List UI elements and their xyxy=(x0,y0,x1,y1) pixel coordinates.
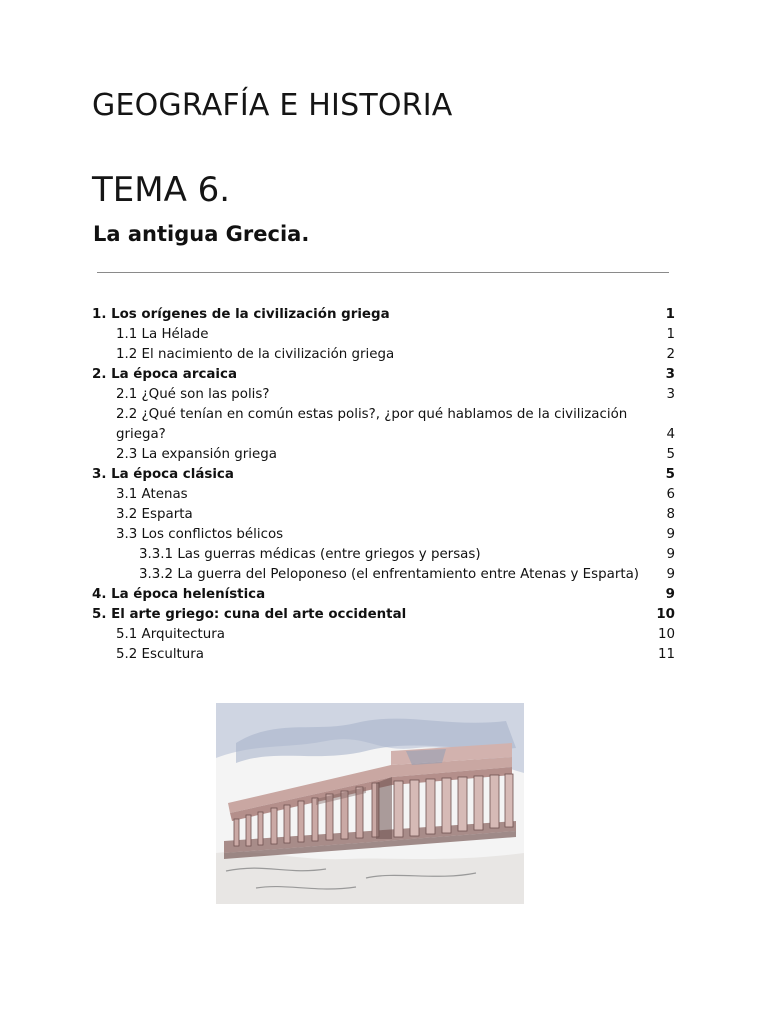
toc-entry-page: 2 xyxy=(666,347,675,362)
toc-entry xyxy=(92,585,675,605)
toc-entry xyxy=(92,405,675,445)
toc-entry-title: 1.1 La Hélade xyxy=(116,327,209,342)
toc-entry-page: 1 xyxy=(666,327,675,342)
toc-entry-page: 10 xyxy=(656,607,675,622)
toc-entry xyxy=(92,605,675,625)
toc-entry xyxy=(92,305,675,325)
toc-entry-title: 3. La época clásica xyxy=(92,467,234,482)
toc-entry-title: 1.2 El nacimiento de la civilización griega xyxy=(116,347,395,362)
toc-entry-page: 5 xyxy=(666,447,675,462)
toc-entry-title: 2.3 La expansión griega xyxy=(116,447,277,462)
toc-entry xyxy=(92,565,675,585)
toc-entry xyxy=(92,485,675,505)
toc-entry xyxy=(92,325,675,345)
toc-entry-title: 4. La época helenística xyxy=(92,587,266,602)
document-subject: GEOGRAFÍA E HISTORIA xyxy=(92,88,453,123)
toc-entry xyxy=(92,465,675,485)
toc-entry xyxy=(92,345,675,365)
toc-entry-title: 5.1 Arquitectura xyxy=(116,627,225,642)
unit-number: TEMA 6. xyxy=(92,170,231,210)
toc-entry-title: 3.3 Los conflictos bélicos xyxy=(116,527,284,542)
toc-entry-title: 2.2 ¿Qué tenían en común estas polis?, ¿por qué hablamos de la civilización griega? xyxy=(116,407,628,442)
toc-entry xyxy=(92,445,675,465)
toc-entry-page: 9 xyxy=(666,567,675,582)
table-of-contents xyxy=(92,305,675,665)
toc-entry-title: 3.2 Esparta xyxy=(116,507,193,522)
toc-entry xyxy=(92,525,675,545)
toc-entry xyxy=(92,625,675,645)
parthenon-illustration xyxy=(216,703,524,904)
toc-entry-title: 5. El arte griego: cuna del arte occidental xyxy=(92,607,407,622)
toc-entry-page: 11 xyxy=(657,647,675,662)
unit-title: La antigua Grecia. xyxy=(93,222,310,246)
toc-entry xyxy=(92,385,675,405)
toc-entry-page: 3 xyxy=(666,387,675,402)
toc-entry xyxy=(92,645,675,665)
toc-entry-title: 3.3.2 La guerra del Peloponeso (el enfrentamiento entre Atenas y Esparta) xyxy=(139,567,640,582)
toc-entry xyxy=(92,545,675,565)
toc-entry-page: 6 xyxy=(666,487,675,502)
toc-entry-page: 1 xyxy=(665,307,675,322)
toc-entry-title: 1. Los orígenes de la civilización griega xyxy=(92,307,390,322)
toc-entry-title: 2. La época arcaica xyxy=(92,367,237,382)
toc-entry-page: 10 xyxy=(657,627,675,642)
toc-entry xyxy=(92,365,675,385)
toc-entry-title: 3.3.1 Las guerras médicas (entre griegos y persas) xyxy=(139,547,481,562)
toc-entry-page: 9 xyxy=(666,547,675,562)
toc-entry-page: 9 xyxy=(666,527,675,542)
toc-entry-title: 5.2 Escultura xyxy=(116,647,205,662)
toc-entry-page: 3 xyxy=(665,367,675,382)
horizontal-divider xyxy=(97,272,669,273)
toc-entry-page: 4 xyxy=(666,427,675,442)
toc-entry-title: 3.1 Atenas xyxy=(116,487,188,502)
toc-entry-page: 5 xyxy=(665,467,675,482)
toc-entry-page: 8 xyxy=(666,507,675,522)
toc-entry-title: 2.1 ¿Qué son las polis? xyxy=(116,387,270,402)
toc-entry-page: 9 xyxy=(665,587,675,602)
parthenon-ruins-drawing-icon xyxy=(216,703,524,904)
toc-entry xyxy=(92,505,675,525)
